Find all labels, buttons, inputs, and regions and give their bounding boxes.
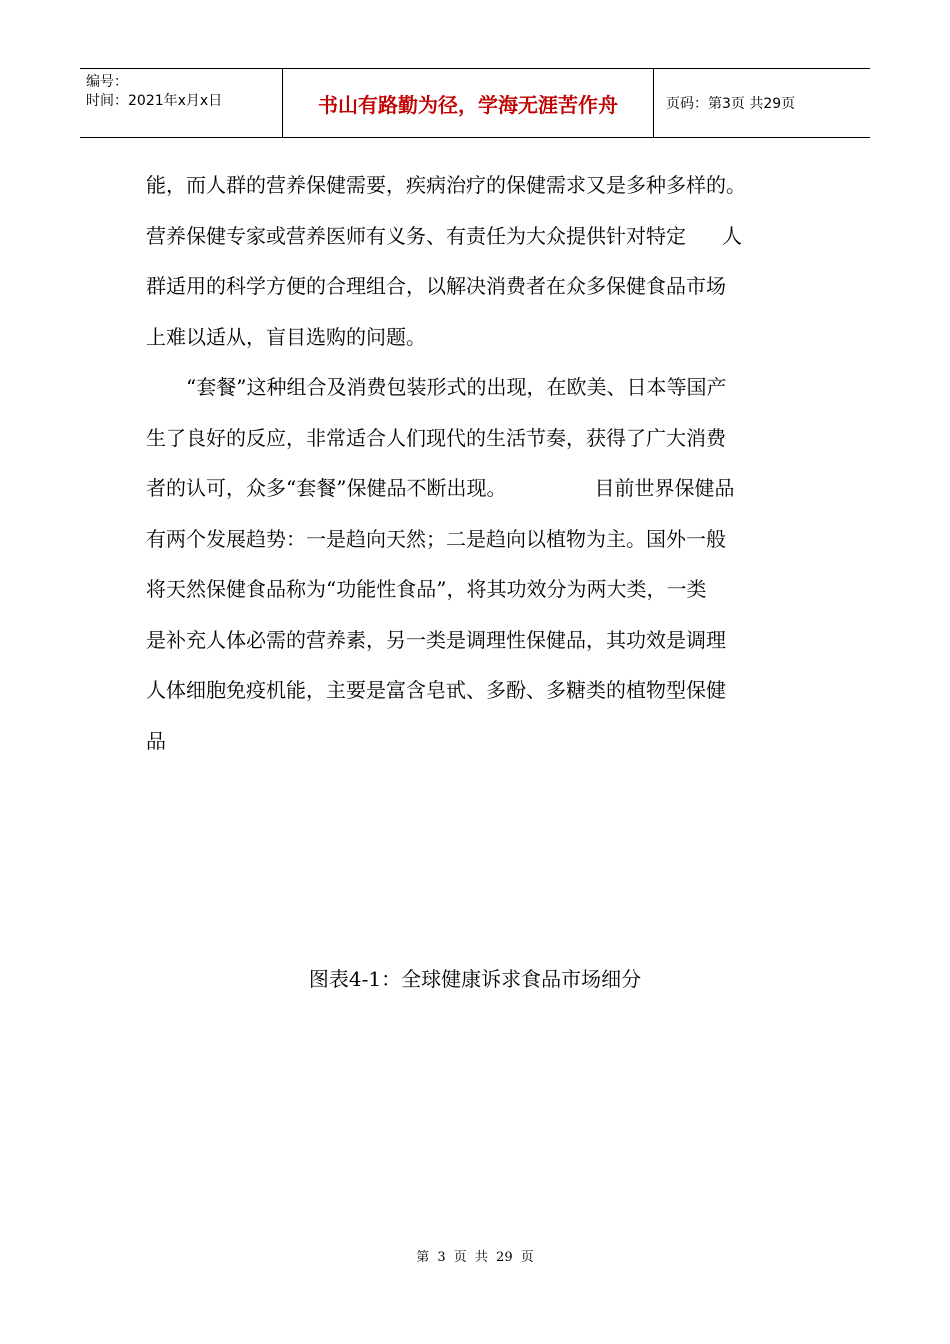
text-line: 能，而人群的营养保健需要，疾病治疗的保健需求又是多种多样的。 <box>146 173 746 197</box>
text-line: 营养保健专家或营养医师有义务、有责任为大众提供针对特定 人 <box>146 223 742 248</box>
date-label: 时间：2021年x月x日 <box>86 93 223 109</box>
text-line: 是补充人体必需的营养素，另一类是调理性保健品，其功效是调理 <box>146 627 726 652</box>
text-line: 人体细胞免疫机能，主要是富含皂甙、多酚、多糖类的植物型保健 <box>146 678 726 702</box>
text-line: 群适用的科学方便的合理组合，以解决消费者在众多保健食品市场 <box>146 274 726 298</box>
page-footer: 第 3 页 共 29 页 <box>416 1250 534 1265</box>
header-page-info: 页码：第3页 共29页 <box>666 96 796 112</box>
text-line: 将天然保健食品称为“功能性食品”，将其功效分为两大类，一类 <box>146 577 707 601</box>
text-line: “套餐”这种组合及消费包装形式的出现，在欧美、日本等国产 <box>186 375 727 399</box>
number-label: 编号： <box>86 74 128 90</box>
text-line: 品 <box>146 728 166 753</box>
header-motto: 书山有路勤为径，学海无涯苦作舟 <box>282 69 654 137</box>
text-line: 者的认可，众多“套餐”保健品不断出现。 目前世界保健品 <box>146 476 735 500</box>
figure-caption: 图表4-1：全球健康诉求食品市场细分 <box>308 967 642 991</box>
text-line: 有两个发展趋势：一是趋向天然；二是趋向以植物为主。国外一般 <box>146 526 726 551</box>
body-text <box>146 160 810 766</box>
header-meta <box>80 69 282 137</box>
text-line: 生了良好的反应，非常适合人们现代的生活节奏，获得了广大消费 <box>146 425 726 450</box>
text-line: 上难以适从，盲目选购的问题。 <box>146 324 426 349</box>
page-header <box>80 68 870 138</box>
